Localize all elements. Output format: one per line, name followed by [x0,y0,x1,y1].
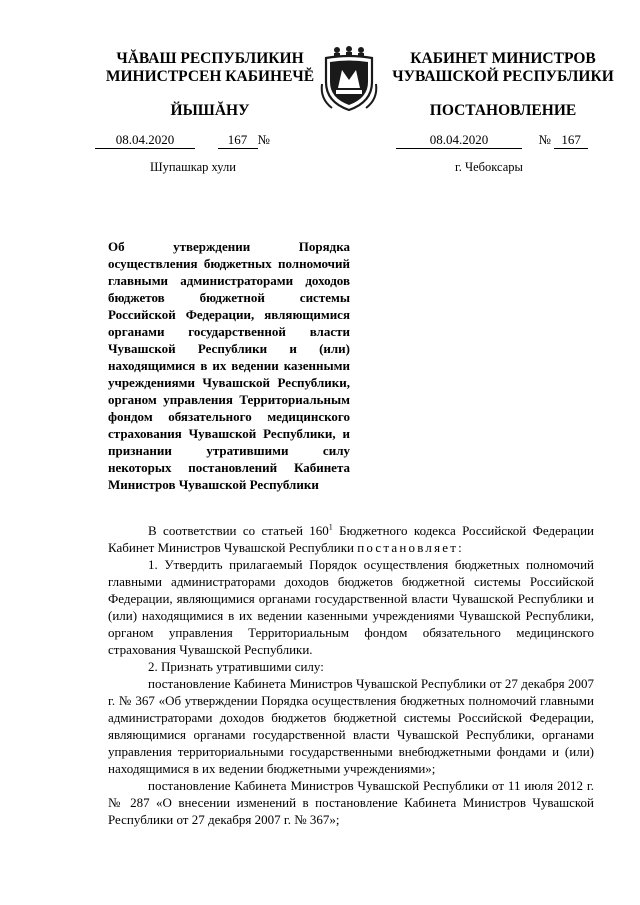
left-number: 167 [218,132,258,149]
left-number-sign: № [257,132,270,147]
right-header-line1: КАБИНЕТ МИНИСТРОВ [410,50,596,67]
paragraph-2: 2. Признать утратившими силу: [148,659,324,674]
paragraph-1: 1. Утвердить прилагаемый Порядок осуществления бюджетных полномочий главными администраторами доходов бюджетов бюджетной системы Российской Федерации, являющимися органами государственной власти Чувашской Республики и (или) находящимися в их ведении казенными учреждениями Чувашской Республики, органом управления Территориальным фондом обязательного медицинского страхования Чувашской Республики. [108,557,594,657]
left-city: Шупашкар хули [150,160,236,174]
intro-text-a: В соответствии со статьей 160 [148,523,329,538]
paragraph-4: постановление Кабинета Министров Чувашской Республики от 11 июля 2012 г. № 287 «О внесении изменений в постановление Кабинета Министров Чувашской Республики от 27 декабря 2007 г. № 367»; [108,778,594,827]
right-number-line [396,132,636,149]
intro-paragraph [108,522,594,556]
right-doc-type: ПОСТАНОВЛЕНИЕ [429,102,577,119]
left-header-line1: ЧĂВАШ РЕСПУБЛИКИН [116,50,304,67]
intro-spaced: постановляет: [357,540,464,555]
coat-of-arms-emblem [318,44,380,114]
document-title: Об утверждении Порядка осуществления бюджетных полномочий главными администраторами доходов бюджетов бюджетной системы Российской Федерации, являющимися органами государственной власти Чувашской Республики и (или) находящимися в их ведении казенными учреждениями Чувашской Республики, органом управления Территориальным фондом обязательного медицинского страхования Чувашской Республики, и признании утратившими силу некоторых постановлений Кабинета Министров Чувашской Республики [108,239,350,492]
right-header-line2: ЧУВАШСКОЙ РЕСПУБЛИКИ [392,68,614,85]
right-number-sign: № [538,132,551,147]
document-body [108,522,594,828]
emblem-icon [318,44,380,114]
right-header [388,50,618,120]
left-date: 08.04.2020 [95,132,195,149]
right-city: г. Чебоксары [455,160,523,174]
left-header [95,50,325,120]
paragraph-3: постановление Кабинета Министров Чувашской Республики от 27 декабря 2007 г. № 367 «Об утверждении Порядка осуществления бюджетных полномочий главными администраторами доходов бюджетов бюджетной системы Российской Федерации, являющимися органами государственной власти Чувашской Республики, органами управления территориальными государственными внебюджетными фондами и (или) находящимися в их ведении бюджетными учреждениями»; [108,676,594,776]
intro-text-b: Бюджетного кодекса Российской Федерации Кабинет Министров Чувашской Республики [108,523,594,555]
left-number-line [95,132,335,149]
right-number: 167 [554,132,588,149]
right-date: 08.04.2020 [396,132,522,149]
left-doc-type: ЙЫШĂНУ [170,102,250,119]
intro-superscript: 1 [328,522,333,532]
left-header-line2: МИНИСТРСЕН КАБИНЕЧĔ [105,68,315,85]
